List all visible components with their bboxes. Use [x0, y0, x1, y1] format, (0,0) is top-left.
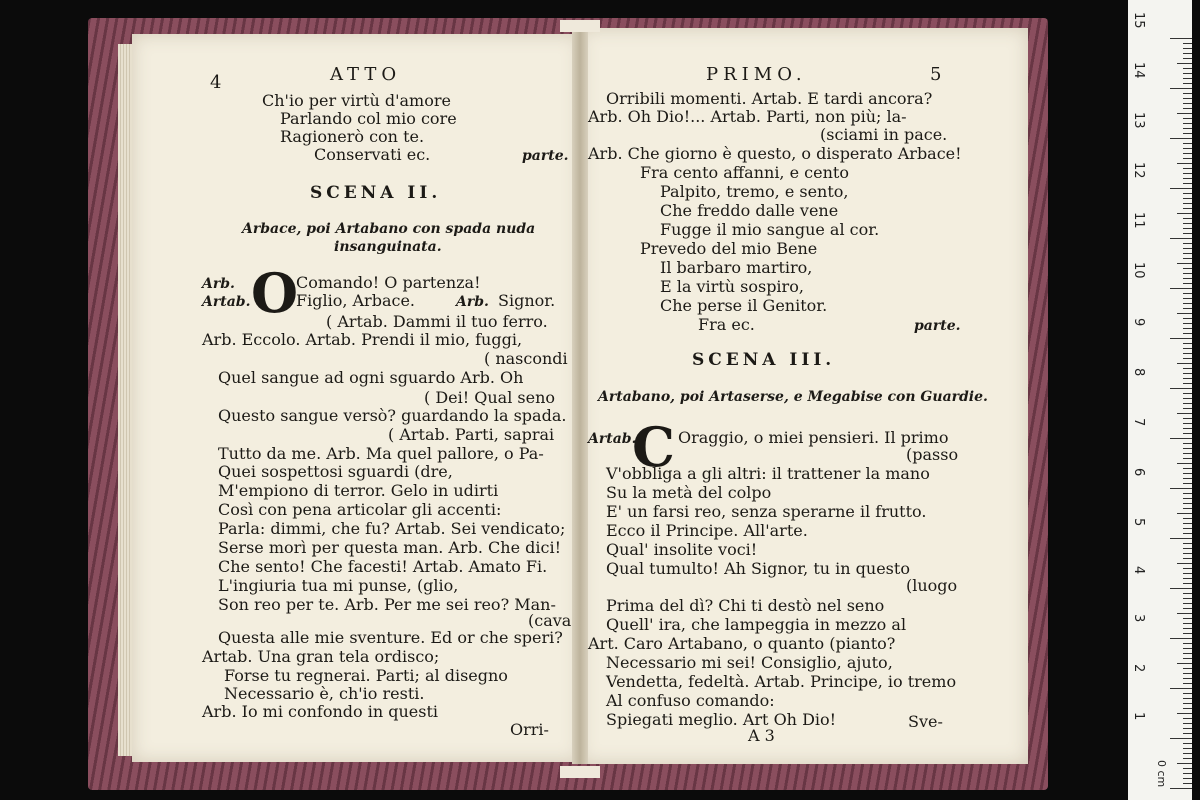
ruler-tick: [1170, 188, 1192, 189]
ruler-tick: [1183, 443, 1192, 444]
ruler-tick: [1183, 658, 1192, 659]
text-line: Tutto da me. Arb. Ma quel pallore, o Pa-: [218, 444, 544, 463]
ruler-tick: [1183, 123, 1192, 124]
ruler-tick: [1177, 413, 1192, 414]
ruler-tick: [1183, 403, 1192, 404]
ruler-number: 9: [1131, 318, 1146, 327]
book-spine: [572, 28, 588, 764]
text-line: ( Dei! Qual seno: [424, 388, 556, 407]
ruler-tick: [1177, 263, 1192, 264]
ruler-tick: [1183, 153, 1192, 154]
ruler-tick: [1170, 138, 1192, 139]
ruler-tick: [1183, 58, 1192, 59]
ruler-tick: [1170, 488, 1192, 489]
ruler-tick: [1183, 78, 1192, 79]
text-line: Così con pena articolar gli accenti:: [218, 500, 502, 519]
ruler-tick: [1170, 638, 1192, 639]
ruler-tick: [1170, 238, 1192, 239]
page-number-left: 4: [210, 72, 222, 93]
ruler-tick: [1183, 678, 1192, 679]
ruler-tick: [1183, 568, 1192, 569]
text-line: ( nascondi: [484, 349, 568, 368]
ruler-tick: [1183, 73, 1192, 74]
text-line: Parlando col mio core: [280, 109, 457, 128]
ruler-tick: [1170, 38, 1192, 39]
ruler-tick: [1183, 168, 1192, 169]
ruler-tick: [1183, 203, 1192, 204]
ruler-number: 5: [1131, 518, 1146, 527]
text-line: Fra ec.: [698, 315, 755, 334]
speaker-label: Artab.: [202, 294, 251, 310]
ruler-tick: [1183, 668, 1192, 669]
ruler-tick: [1170, 738, 1192, 739]
ruler-tick: [1177, 363, 1192, 364]
text-line: ( Artab. Parti, saprai: [388, 425, 555, 444]
text-line: Palpito, tremo, e sento,: [660, 182, 849, 201]
text-line: Parla: dimmi, che fu? Artab. Sei vendicato;: [218, 519, 566, 538]
ruler-tick: [1183, 68, 1192, 69]
ruler-tick: [1183, 728, 1192, 729]
text-line: Quei sospettosi sguardi (dre,: [218, 462, 453, 481]
catchword: Sve-: [908, 712, 943, 731]
text-line: (passo: [906, 445, 959, 464]
ruler-tick: [1177, 763, 1192, 764]
ruler-tick: [1177, 513, 1192, 514]
text-line: E la virtù sospiro,: [660, 277, 804, 296]
ruler-tick: [1183, 418, 1192, 419]
speaker-label: Arb.: [202, 276, 235, 292]
ruler-tick: [1183, 268, 1192, 269]
ruler-tick: [1183, 603, 1192, 604]
text-line: Oraggio, o miei pensieri. Il primo: [678, 428, 949, 447]
ruler-tick: [1183, 298, 1192, 299]
ruler-tick: [1183, 753, 1192, 754]
text-line: Conservati ec.: [314, 145, 431, 164]
ruler-tick: [1183, 278, 1192, 279]
drop-capital: O: [251, 261, 299, 325]
text-line: Spiegati meglio. Art Oh Dio!: [606, 710, 837, 729]
text-line: (luogo: [906, 576, 958, 595]
ruler-number: 14: [1131, 62, 1146, 79]
ruler-tick: [1170, 438, 1192, 439]
text-line: Ecco il Principe. All'arte.: [606, 521, 808, 540]
ruler-tick: [1183, 423, 1192, 424]
text-line: (sciami in pace.: [820, 125, 948, 144]
ruler-tick: [1183, 508, 1192, 509]
text-line: V'obbliga a gli altri: il trattener la mano: [606, 464, 930, 483]
ruler-tick: [1183, 293, 1192, 294]
text-line: Orribili momenti. Artab. E tardi ancora?: [606, 89, 933, 108]
ruler-tick: [1183, 393, 1192, 394]
ruler-tick: [1183, 723, 1192, 724]
ruler-number: 4: [1131, 566, 1146, 575]
ruler-tick: [1183, 578, 1192, 579]
ruler-tick: [1177, 663, 1192, 664]
ruler-unit: 0 cm: [1155, 760, 1168, 788]
text-line: Quell' ira, che lampeggia in mezzo al: [606, 615, 907, 634]
text-line: Su la metà del colpo: [606, 483, 772, 502]
text-line: Figlio, Arbace.: [296, 291, 415, 310]
ruler-number: 7: [1131, 418, 1146, 427]
text-line: L'ingiuria tua mi punse, (glio,: [218, 576, 459, 595]
ruler-tick: [1183, 208, 1192, 209]
text-line: Questa alle mie sventure. Ed or che speri?: [218, 628, 563, 647]
ruler-tick: [1183, 708, 1192, 709]
ruler-tick: [1183, 648, 1192, 649]
ruler-tick: [1183, 683, 1192, 684]
ruler-tick: [1183, 283, 1192, 284]
stage-direction: Arbace, poi Artabano con spada nuda: [242, 221, 536, 237]
ruler-tick: [1183, 428, 1192, 429]
ruler-tick: [1183, 83, 1192, 84]
signature-mark: A 3: [748, 726, 775, 745]
running-head-right: PRIMO.: [706, 64, 807, 85]
stage-direction: parte.: [914, 318, 961, 334]
ruler-tick: [1183, 478, 1192, 479]
ruler-tick: [1183, 518, 1192, 519]
ruler-tick: [1183, 198, 1192, 199]
text-line: Arb. Oh Dio!... Artab. Parti, non più; la-: [588, 107, 907, 126]
ruler-number: 2: [1131, 664, 1146, 673]
text-line: Comando! O partenza!: [296, 273, 481, 292]
ruler-tick: [1183, 743, 1192, 744]
ruler-tick: [1183, 643, 1192, 644]
ruler-tick: [1177, 563, 1192, 564]
ruler-tick: [1183, 118, 1192, 119]
ruler-tick: [1183, 128, 1192, 129]
ruler-tick: [1183, 93, 1192, 94]
ruler-tick: [1183, 623, 1192, 624]
ruler-tick: [1183, 148, 1192, 149]
text-line: Prevedo del mio Bene: [640, 239, 818, 258]
spine-stitch: [560, 766, 600, 778]
ruler-tick: [1183, 48, 1192, 49]
ruler-tick: [1183, 173, 1192, 174]
ruler-tick: [1183, 533, 1192, 534]
text-line: Arb. Io mi confondo in questi: [202, 702, 439, 721]
spine-stitch: [560, 20, 600, 32]
ruler-tick: [1183, 548, 1192, 549]
ruler-tick: [1183, 218, 1192, 219]
ruler-tick: [1183, 143, 1192, 144]
ruler-tick: [1183, 223, 1192, 224]
ruler-tick: [1183, 628, 1192, 629]
ruler-tick: [1183, 733, 1192, 734]
ruler-tick: [1183, 453, 1192, 454]
ruler-tick: [1183, 528, 1192, 529]
ruler-tick: [1183, 673, 1192, 674]
text-line: Forse tu regnerai. Parti; al disegno: [224, 666, 508, 685]
ruler-number: 3: [1131, 614, 1146, 623]
ruler-tick: [1177, 113, 1192, 114]
ruler-tick: [1170, 788, 1192, 789]
ruler-tick: [1177, 463, 1192, 464]
text-line: Quel sangue ad ogni sguardo Arb. Oh: [218, 368, 524, 387]
ruler-tick: [1183, 98, 1192, 99]
ruler-tick: [1183, 558, 1192, 559]
ruler-tick: [1183, 503, 1192, 504]
speaker-label: Arb.: [456, 294, 489, 310]
ruler-tick: [1183, 233, 1192, 234]
text-line: Il barbaro martiro,: [660, 258, 813, 277]
drop-capital: C: [632, 415, 675, 479]
text-line: Qual' insolite voci!: [606, 540, 758, 559]
ruler-tick: [1183, 303, 1192, 304]
text-line: Serse morì per questa man. Arb. Che dici!: [218, 538, 561, 557]
ruler-tick: [1183, 718, 1192, 719]
ruler-tick: [1183, 408, 1192, 409]
ruler-tick: [1183, 108, 1192, 109]
ruler-tick: [1183, 193, 1192, 194]
ruler-number: 15: [1131, 12, 1146, 29]
ruler-tick: [1170, 538, 1192, 539]
ruler-number: 11: [1131, 212, 1146, 229]
ruler-number: 10: [1131, 262, 1146, 279]
ruler-number: 8: [1131, 368, 1146, 377]
ruler-tick: [1183, 253, 1192, 254]
ruler-tick: [1183, 183, 1192, 184]
speaker-label: Artab.: [588, 431, 637, 447]
ruler-number: 13: [1131, 112, 1146, 129]
text-line: ( Artab. Dammi il tuo ferro.: [326, 312, 548, 331]
ruler-tick: [1183, 493, 1192, 494]
ruler-tick: [1183, 498, 1192, 499]
stage-direction: Artabano, poi Artaserse, e Megabise con Guardie.: [598, 389, 988, 405]
ruler-tick: [1183, 103, 1192, 104]
text-line: Che sento! Che facesti! Artab. Amato Fi.: [218, 557, 548, 576]
text-line: Qual tumulto! Ah Signor, tu in questo: [606, 559, 910, 578]
ruler-tick: [1177, 163, 1192, 164]
ruler-tick: [1183, 553, 1192, 554]
text-line: Al confuso comando:: [606, 691, 775, 710]
ruler-tick: [1177, 313, 1192, 314]
scene-heading: SCENA III.: [692, 350, 836, 370]
ruler-tick: [1183, 248, 1192, 249]
text-line: Necessario è, ch'io resti.: [224, 684, 425, 703]
text-line: Art. Caro Artabano, o quanto (pianto?: [588, 634, 896, 653]
ruler-tick: [1183, 448, 1192, 449]
ruler-tick: [1183, 433, 1192, 434]
text-line: Fugge il mio sangue al cor.: [660, 220, 880, 239]
text-line: Signor.: [498, 291, 556, 310]
text-line: Che perse il Genitor.: [660, 296, 828, 315]
ruler-tick: [1183, 318, 1192, 319]
scene-heading: SCENA II.: [310, 183, 442, 203]
ruler-tick: [1183, 308, 1192, 309]
text-line: Arb. Che giorno è questo, o disperato Arbace!: [588, 144, 962, 163]
ruler-tick: [1183, 228, 1192, 229]
ruler-tick: [1183, 348, 1192, 349]
ruler-tick: [1183, 773, 1192, 774]
ruler-tick: [1183, 333, 1192, 334]
ruler-tick: [1183, 693, 1192, 694]
ruler-tick: [1183, 778, 1192, 779]
ruler-tick: [1183, 343, 1192, 344]
ruler-tick: [1177, 713, 1192, 714]
ruler-tick: [1183, 583, 1192, 584]
ruler-tick: [1183, 468, 1192, 469]
ruler-tick: [1183, 383, 1192, 384]
ruler-tick: [1183, 158, 1192, 159]
ruler-tick: [1183, 593, 1192, 594]
ruler-tick: [1183, 543, 1192, 544]
ruler-tick: [1170, 338, 1192, 339]
ruler-tick: [1170, 288, 1192, 289]
ruler-tick: [1183, 323, 1192, 324]
ruler-number: 6: [1131, 468, 1146, 477]
text-line: Ch'io per virtù d'amore: [262, 91, 451, 110]
ruler-tick: [1170, 88, 1192, 89]
ruler-tick: [1177, 213, 1192, 214]
ruler-tick: [1183, 698, 1192, 699]
ruler-tick: [1183, 483, 1192, 484]
ruler-tick: [1183, 273, 1192, 274]
ruler-tick: [1183, 373, 1192, 374]
ruler-tick: [1170, 588, 1192, 589]
ruler-tick: [1183, 748, 1192, 749]
ruler-tick: [1170, 688, 1192, 689]
ruler-tick: [1183, 178, 1192, 179]
ruler-tick: [1183, 358, 1192, 359]
text-line: Questo sangue versò? guardando la spada.: [218, 406, 567, 425]
ruler-tick: [1177, 613, 1192, 614]
ruler-tick: [1183, 758, 1192, 759]
ruler-tick: [1183, 783, 1192, 784]
ruler-tick: [1183, 378, 1192, 379]
ruler-tick: [1183, 703, 1192, 704]
ruler-tick: [1183, 398, 1192, 399]
ruler-tick: [1183, 353, 1192, 354]
ruler-tick: [1183, 43, 1192, 44]
stage-direction: insanguinata.: [334, 239, 442, 255]
text-line: Necessario mi sei! Consiglio, ajuto,: [606, 653, 893, 672]
ruler-tick: [1183, 618, 1192, 619]
text-line: Ragionerò con te.: [280, 127, 425, 146]
ruler-tick: [1170, 388, 1192, 389]
stage-direction: parte.: [522, 148, 569, 164]
ruler-number: 12: [1131, 162, 1146, 179]
ruler-tick: [1183, 53, 1192, 54]
ruler-tick: [1183, 328, 1192, 329]
ruler-tick: [1183, 523, 1192, 524]
text-line: Son reo per te. Arb. Per me sei reo? Man-: [218, 595, 556, 614]
ruler-number: 1: [1131, 712, 1146, 721]
ruler-tick: [1183, 598, 1192, 599]
text-line: Artab. Una gran tela ordisco;: [202, 647, 440, 666]
ruler-tick: [1183, 608, 1192, 609]
ruler-tick: [1183, 133, 1192, 134]
text-line: Vendetta, fedeltà. Artab. Principe, io tremo: [606, 672, 957, 691]
text-line: E' un farsi reo, senza sperarne il frutto.: [606, 502, 927, 521]
ruler-tick: [1183, 368, 1192, 369]
ruler-tick: [1177, 63, 1192, 64]
text-line: M'empiono di terror. Gelo in udirti: [218, 481, 499, 500]
running-head-left: ATTO: [330, 64, 402, 85]
text-line: (cava: [528, 611, 572, 630]
text-line: Fra cento affanni, e cento: [640, 163, 849, 182]
measurement-ruler: [1128, 0, 1192, 800]
ruler-tick: [1183, 473, 1192, 474]
ruler-tick: [1183, 633, 1192, 634]
ruler-tick: [1183, 258, 1192, 259]
ruler-tick: [1183, 458, 1192, 459]
page-number-right: 5: [930, 64, 942, 85]
ruler-tick: [1183, 653, 1192, 654]
text-line: Che freddo dalle vene: [660, 201, 839, 220]
text-line: Prima del dì? Chi ti destò nel seno: [606, 596, 885, 615]
catchword: Orri-: [510, 720, 549, 739]
ruler-tick: [1183, 573, 1192, 574]
ruler-tick: [1183, 243, 1192, 244]
ruler-tick: [1183, 768, 1192, 769]
text-line: Arb. Eccolo. Artab. Prendi il mio, fuggi,: [202, 330, 523, 349]
